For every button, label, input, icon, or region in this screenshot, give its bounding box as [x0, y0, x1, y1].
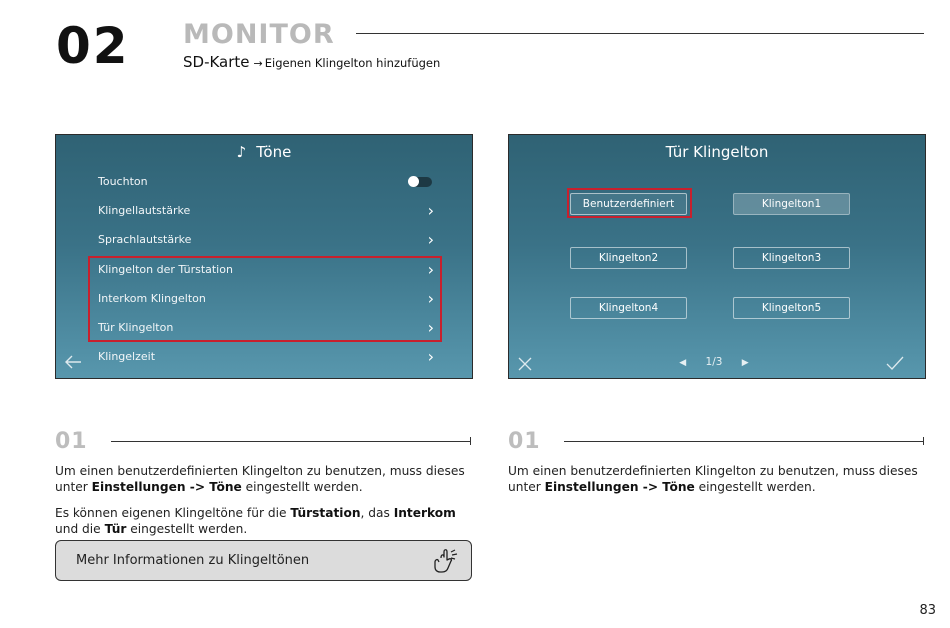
- ringtone-klingelton3[interactable]: Klingelton3: [733, 247, 850, 269]
- para-bold: Einstellungen -> Töne: [91, 480, 242, 494]
- section-number: 01: [508, 429, 541, 454]
- header-divider: [356, 33, 924, 34]
- para-text: eingestellt werden.: [694, 480, 816, 494]
- back-arrow-icon[interactable]: [64, 355, 82, 369]
- breadcrumb: [183, 54, 440, 72]
- breadcrumb-sub: Eigenen Klingelton hinzufügen: [264, 56, 441, 70]
- page-number: 83: [919, 603, 936, 618]
- para-text: , das: [360, 506, 394, 520]
- chapter-title: MONITOR: [183, 19, 335, 50]
- more-info-button[interactable]: [55, 540, 472, 581]
- menu-item-klingellautstaerke[interactable]: [98, 200, 434, 222]
- more-info-label: Mehr Informationen zu Klingeltönen: [76, 553, 310, 568]
- chevron-right-icon: ›: [427, 347, 434, 366]
- para-bold: Einstellungen -> Töne: [544, 480, 695, 494]
- screen-toene: [55, 134, 473, 379]
- menu-item-label: Klingelzeit: [98, 350, 156, 363]
- paragraph-einstellung: [508, 463, 928, 495]
- section-divider: [111, 441, 470, 442]
- chevron-right-icon: ›: [427, 318, 434, 337]
- section-divider-end: [923, 437, 924, 445]
- para-bold: Türstation: [290, 506, 361, 520]
- para-bold: Interkom: [393, 506, 456, 520]
- ringtone-klingelton1[interactable]: Klingelton1: [733, 193, 850, 215]
- touchton-toggle[interactable]: [410, 177, 432, 187]
- menu-item-label: Sprachlautstärke: [98, 233, 192, 246]
- chapter-number: 02: [56, 17, 130, 75]
- chevron-right-icon: ›: [427, 201, 434, 220]
- next-page-icon[interactable]: ▶: [741, 358, 749, 368]
- para-text: eingestellt werden.: [241, 480, 363, 494]
- para-text: Um einen benutzerdefinierten Klingelton zu benutzen, muss dieses unter: [508, 464, 918, 494]
- hand-tap-icon: [433, 548, 461, 574]
- pager: [669, 354, 759, 371]
- chevron-right-icon: ›: [427, 230, 434, 249]
- highlight-box: [88, 256, 442, 342]
- paragraph-klingeltoene: [55, 505, 475, 537]
- section-divider: [564, 441, 923, 442]
- ringtone-benutzerdefiniert[interactable]: Benutzerdefiniert: [570, 193, 687, 215]
- screen-title: [56, 143, 472, 161]
- screen-title: Tür Klingelton: [665, 143, 769, 161]
- menu-item-label: Klingellautstärke: [98, 204, 191, 217]
- section-divider-end: [470, 437, 471, 445]
- para-text: eingestellt werden.: [126, 522, 248, 536]
- screen-tuer-klingelton: [508, 134, 926, 379]
- chevron-right-icon: ›: [427, 289, 434, 308]
- checkmark-icon[interactable]: [886, 356, 904, 371]
- menu-item-label: Tür Klingelton: [98, 321, 174, 334]
- ringtone-klingelton2[interactable]: Klingelton2: [570, 247, 687, 269]
- music-note-icon: ♪: [236, 143, 247, 161]
- breadcrumb-main: SD-Karte: [183, 53, 250, 71]
- toggle-knob: [408, 176, 419, 187]
- page-indicator: 1/3: [705, 356, 723, 368]
- chevron-right-icon: ›: [427, 260, 434, 279]
- menu-item-sprachlautstaerke[interactable]: [98, 229, 434, 251]
- screen-title-text: Töne: [256, 143, 292, 161]
- prev-page-icon[interactable]: ◀: [679, 358, 687, 368]
- menu-item-label: Interkom Klingelton: [98, 292, 206, 305]
- close-icon[interactable]: [518, 357, 532, 371]
- para-bold: Tür: [104, 522, 127, 536]
- highlight-box: [567, 188, 692, 218]
- menu-item-label: Klingelton der Türstation: [98, 263, 233, 276]
- ringtone-klingelton5[interactable]: Klingelton5: [733, 297, 850, 319]
- para-text: und die: [55, 522, 105, 536]
- menu-item-touchton[interactable]: [98, 171, 434, 193]
- menu-item-klingelzeit[interactable]: [98, 346, 434, 368]
- breadcrumb-arrow: →: [253, 57, 263, 70]
- paragraph-einstellung: [55, 463, 475, 495]
- para-text: Es können eigenen Klingeltöne für die: [55, 506, 291, 520]
- menu-item-label: Touchton: [98, 175, 148, 188]
- ringtone-klingelton4[interactable]: Klingelton4: [570, 297, 687, 319]
- para-text: Um einen benutzerdefinierten Klingelton zu benutzen, muss dieses unter: [55, 464, 465, 494]
- section-number: 01: [55, 429, 88, 454]
